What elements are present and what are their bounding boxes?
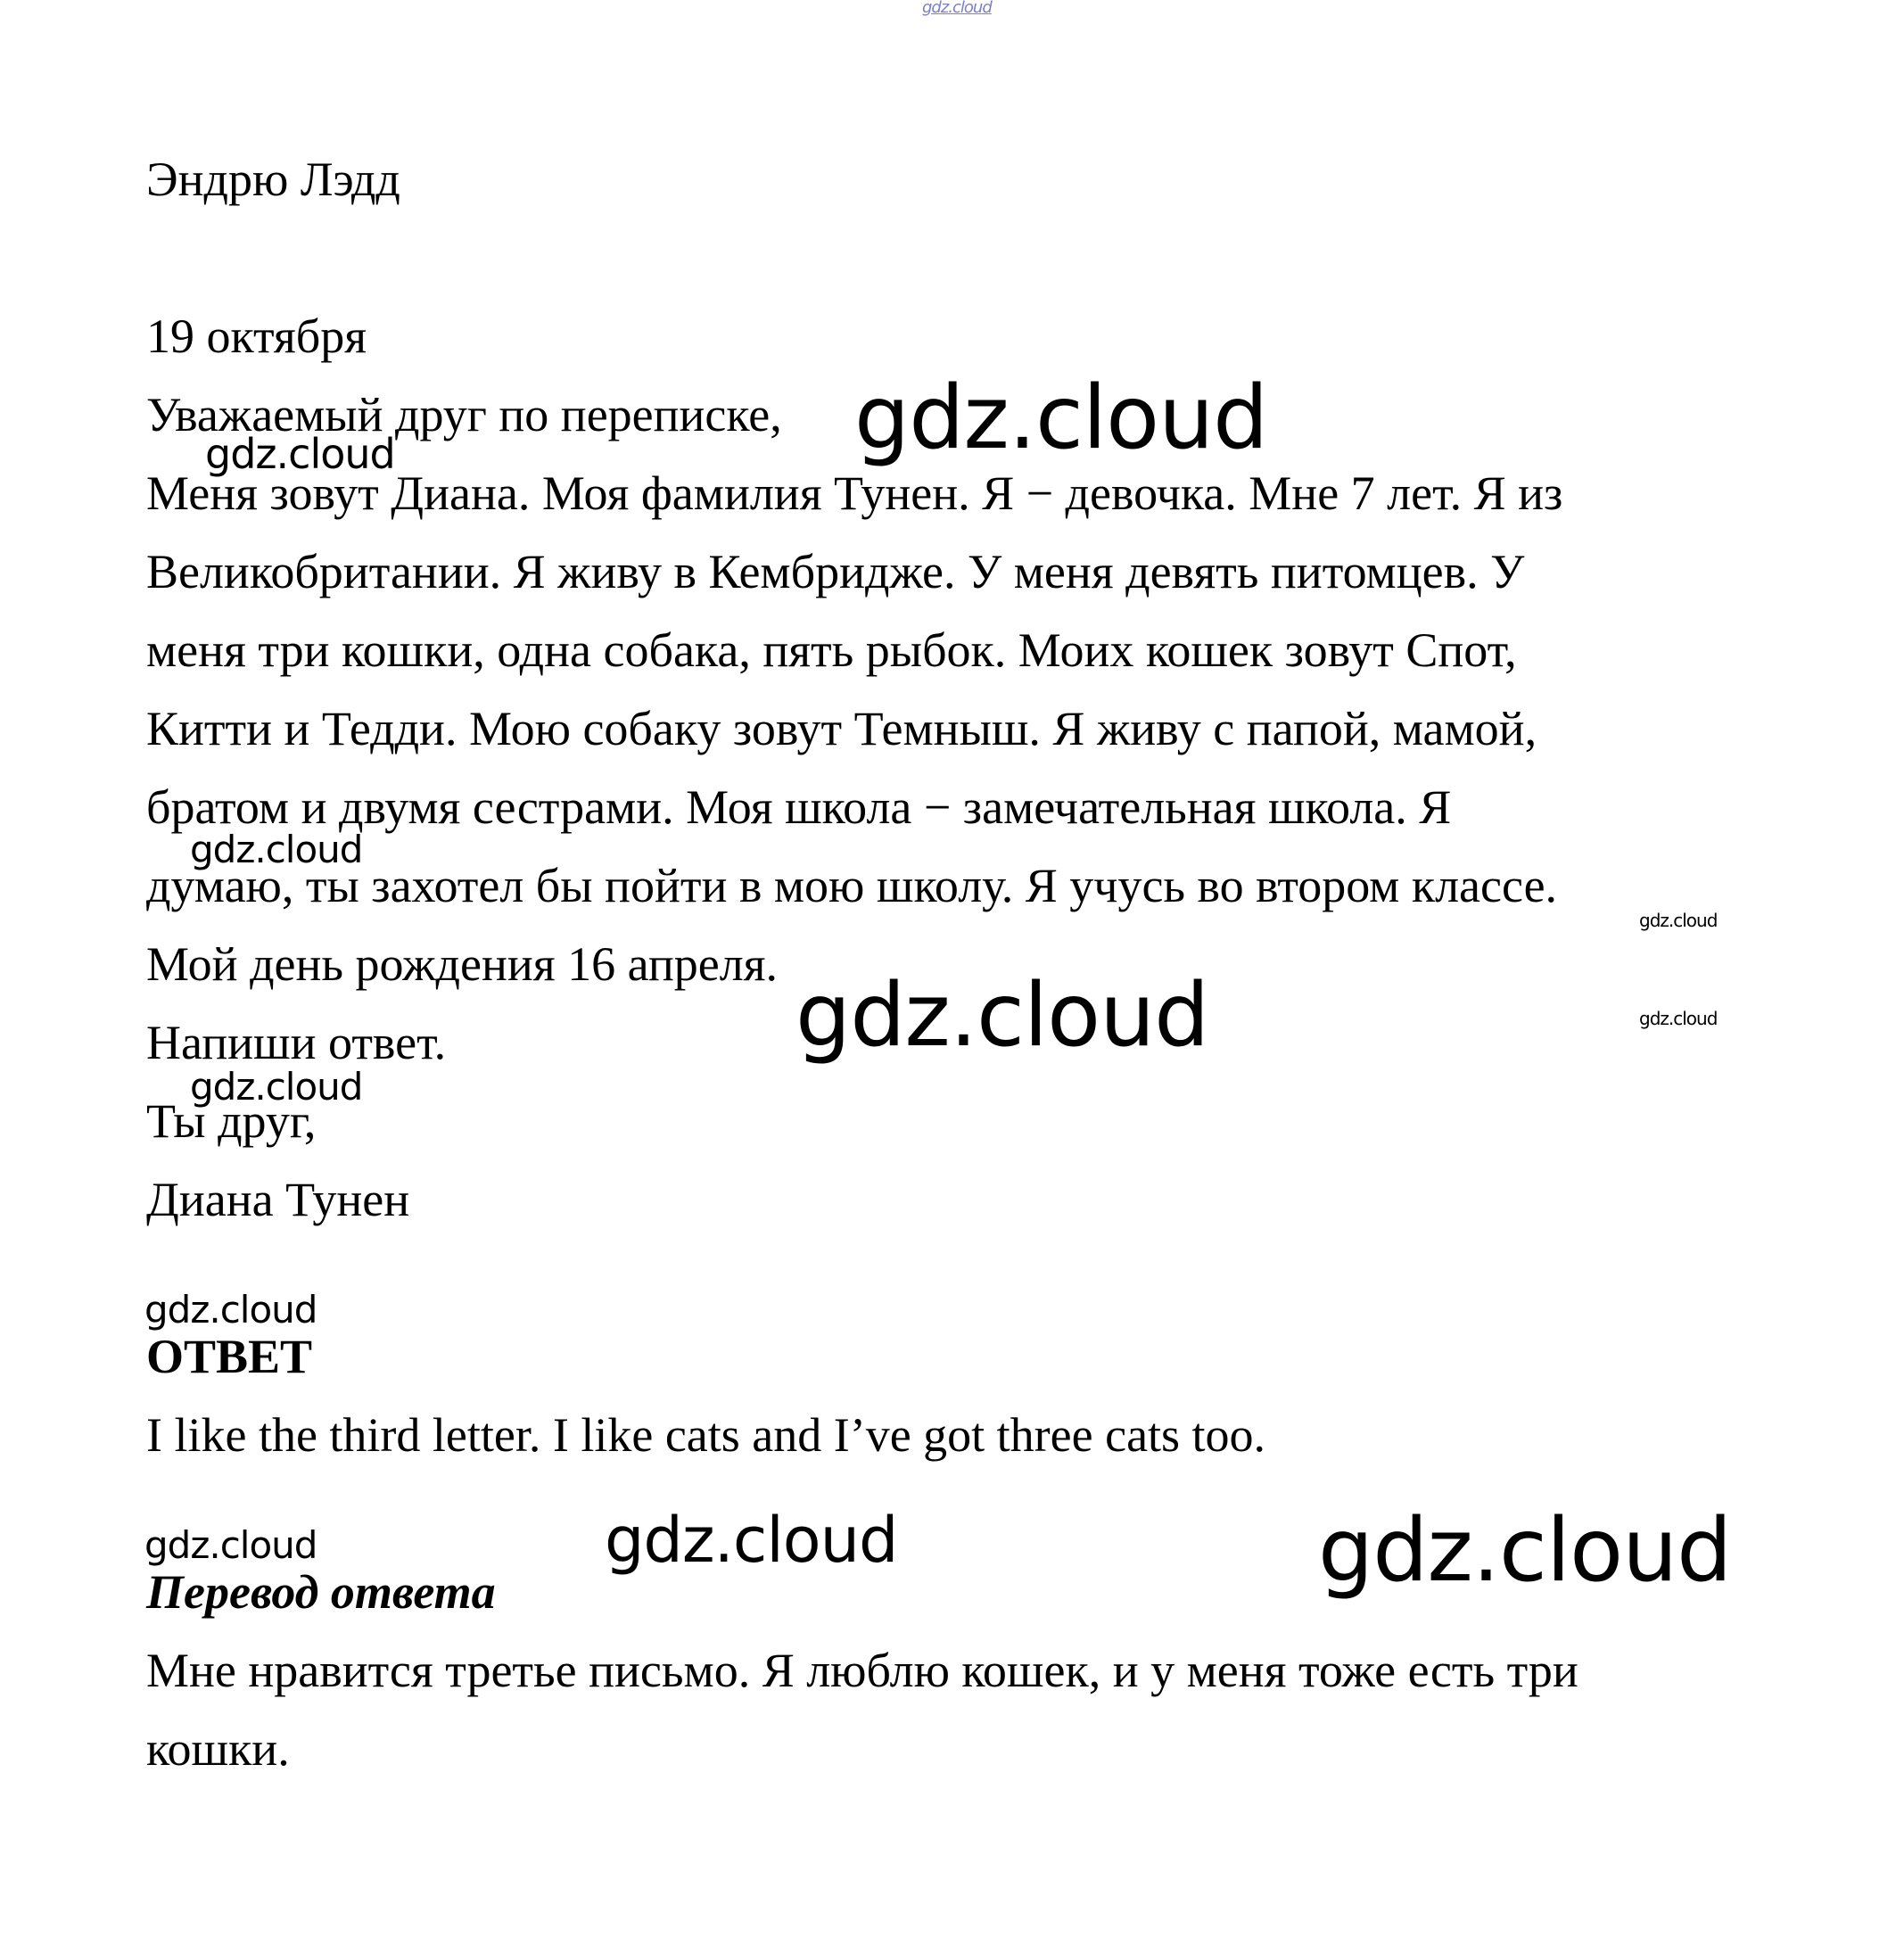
watermark-top: gdz.cloud bbox=[922, 0, 992, 17]
letter-signoff: Ты друг, bbox=[146, 1094, 317, 1148]
watermark-small: gdz.cloud bbox=[144, 1288, 317, 1332]
answer-heading: ОТВЕТ bbox=[146, 1330, 313, 1383]
letter-closing-request: Напиши ответ. bbox=[146, 1016, 447, 1069]
letter-body-line: Китти и Тедди. Мою собаку зовут Темныш. Я живу с папой, мамой, bbox=[146, 702, 1537, 755]
watermark-small: gdz.cloud bbox=[190, 828, 363, 871]
watermark-large: gdz.cloud bbox=[854, 367, 1268, 469]
letter-body-line: Мой день рождения 16 апреля. bbox=[146, 937, 778, 991]
letter-body-line: братом и двумя сестрами. Моя школа − замечательная школа. Я bbox=[146, 780, 1452, 834]
letter-signature: Диана Тунен bbox=[146, 1173, 410, 1226]
answer-text: I like the third letter. I like cats and I’ve got three cats too. bbox=[146, 1408, 1266, 1462]
watermark-small: gdz.cloud bbox=[205, 430, 395, 478]
letter-greeting: Уважаемый друг по переписке, bbox=[146, 388, 782, 441]
letter-date: 19 октября bbox=[146, 309, 367, 363]
watermark-small: gdz.cloud bbox=[144, 1523, 317, 1567]
watermark-small: gdz.cloud bbox=[190, 1065, 363, 1109]
watermark-tiny: gdz.cloud bbox=[1639, 910, 1718, 931]
watermark-large: gdz.cloud bbox=[795, 965, 1209, 1067]
watermark-tiny: gdz.cloud bbox=[1639, 1008, 1718, 1029]
letter-recipient: Эндрю Лэдд bbox=[146, 153, 400, 206]
letter-body-line: Меня зовут Диана. Моя фамилия Тунен. Я − девочка. Мне 7 лет. Я из bbox=[146, 466, 1563, 520]
translation-heading: Перевод ответа bbox=[146, 1565, 496, 1619]
translation-line: Мне нравится третье письмо. Я люблю кошек, и у меня тоже есть три bbox=[146, 1644, 1578, 1697]
letter-body-line: меня три кошки, одна собака, пять рыбок. Моих кошек зовут Спот, bbox=[146, 623, 1517, 677]
letter-body-line: Великобритании. Я живу в Кембридже. У меня девять питомцев. У bbox=[146, 545, 1525, 598]
watermark-large: gdz.cloud bbox=[1318, 1500, 1732, 1602]
translation-line: кошки. bbox=[146, 1722, 290, 1776]
watermark-medium: gdz.cloud bbox=[605, 1504, 898, 1577]
letter-body-line: думаю, ты захотел бы пойти в мою школу. Я учусь во втором классе. bbox=[146, 859, 1558, 912]
